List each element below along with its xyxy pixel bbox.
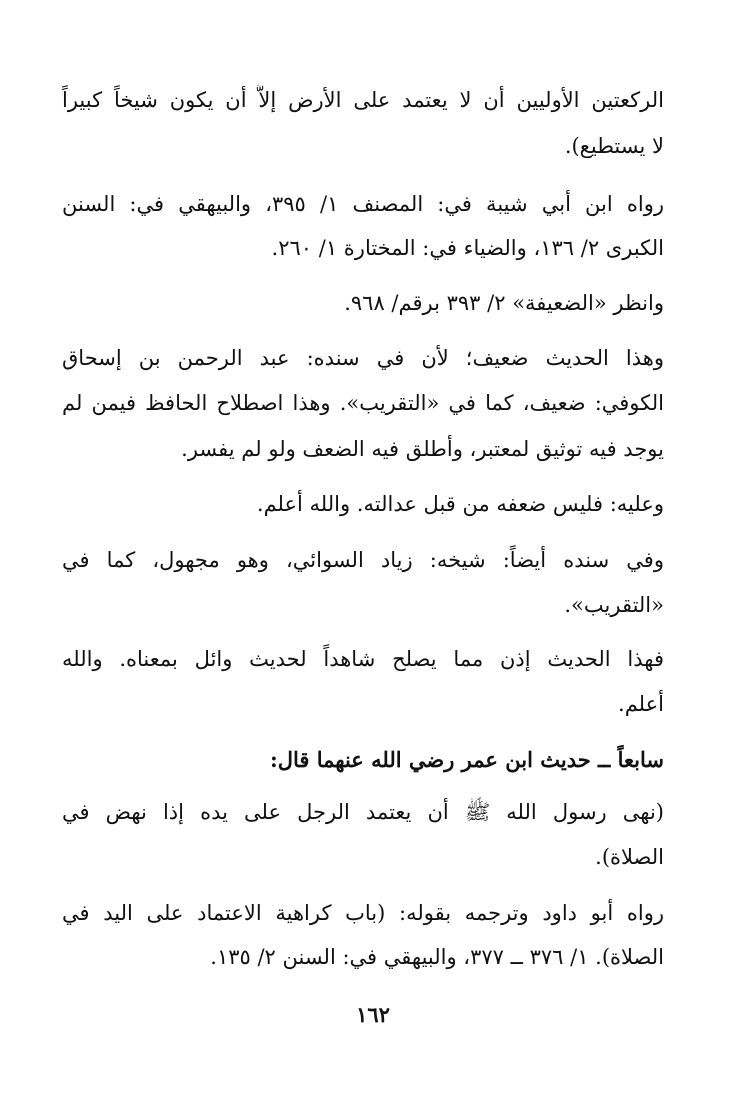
page-number: ١٦٢: [356, 1002, 390, 1027]
text-line: (نهى رسول الله ﷺ أن يعتمد الرجل على يده إذا نهض في: [62, 800, 664, 824]
text-line: الركعتين الأوليين أن لا يعتمد على الأرض إلاَّ أن يكون شيخاً كبيراً: [62, 88, 664, 112]
text-line: وعليه: فليس ضعفه من قبل عدالته. والله أعلم.: [256, 492, 664, 516]
text-line: وانظر «الضعيفة» ٢/ ٣٩٣ برقم/ ٩٦٨.: [344, 291, 664, 315]
text-line: الكوفي: ضعيف، كما في «التقريب». وهذا اصطلاح الحافظ فيمن لم: [62, 391, 664, 415]
text-line: الصلاة).: [595, 845, 664, 869]
text-line: رواه أبو داود وترجمه بقوله: (باب كراهية الاعتماد على اليد في: [62, 901, 664, 925]
text-line: وفي سنده أيضاً: شيخه: زياد السوائي، وهو مجهول، كما في: [62, 548, 664, 572]
text-line: رواه ابن أبي شيبة في: المصنف ١/ ٣٩٥، والبيهقي في: السنن: [62, 192, 664, 216]
text-line: فهذا الحديث إذن مما يصلح شاهداً لحديث وائل بمعناه. والله: [62, 647, 664, 671]
text-line: أعلم.: [618, 692, 664, 716]
section-heading: سابعاً ــ حديث ابن عمر رضي الله عنهما قال:: [269, 747, 664, 772]
text-line: يوجد فيه توثيق لمعتبر، وأطلق فيه الضعف ولو لم يفسر.: [181, 437, 664, 461]
text-line: لا يستطيع).: [564, 134, 664, 158]
text-line: الصلاة). ١/ ٣٧٦ ــ ٣٧٧، والبيهقي في: السنن ٢/ ١٣٥.: [210, 945, 664, 969]
text-line: الكبرى ٢/ ١٣٦، والضياء في: المختارة ١/ ٢٦٠.: [271, 236, 664, 260]
text-line: وهذا الحديث ضعيف؛ لأن في سنده: عبد الرحمن بن إسحاق: [62, 346, 664, 370]
text-line: «التقريب».: [564, 593, 664, 617]
